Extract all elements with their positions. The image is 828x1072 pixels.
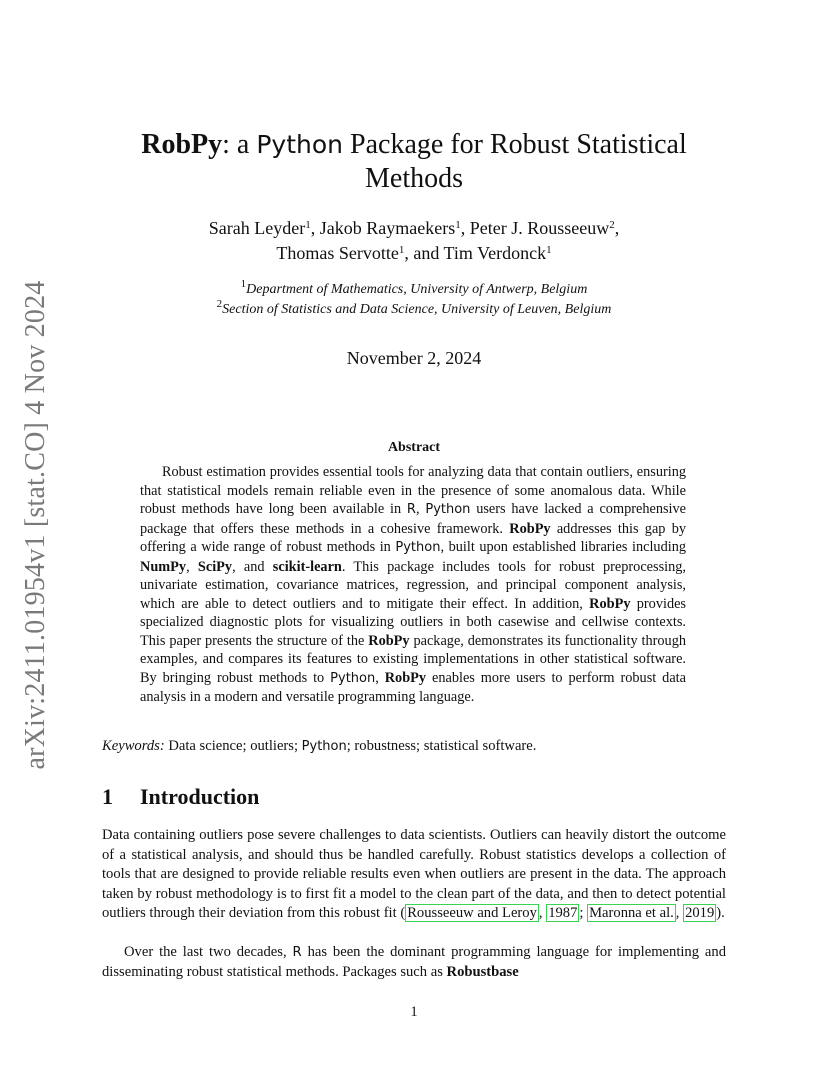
author: , Jakob Raymaekers <box>310 218 456 238</box>
author: Sarah Leyder <box>208 218 306 238</box>
section-title: Introduction <box>140 784 260 809</box>
section-number: 1 <box>102 784 113 809</box>
intro-paragraph: Data containing outliers pose severe challenges to data scientists. Outliers can heavily distort the outcome of a statistical analysis, and should thus be handled carefully. Robust statistics develops a collection of tools that are designed to provide reliable results even when outliers are present in the data. The approach taken by robust methodology is to first fit a model to the clean part of the data, and then to detect potential outliers through their deviation from this robust fit ( Rousseeuw and Leroy , 1987 ; Maronna et al. , 2019 ). <box>102 827 726 921</box>
keywords-label: Keywords: <box>102 738 165 754</box>
affiliation: $^1$Department of Mathematics, University of Antwerp, Belgium <box>240 278 588 297</box>
affiliation: $^2$Section of Statistics and Data Science, University of Leuven, Belgium <box>216 298 612 317</box>
section-heading <box>102 784 259 810</box>
citation-link[interactable]: 2019 <box>685 905 715 921</box>
intro-paragraph: Over the last two decades, R has been the dominant programming language for implementing and disseminating robust statistical methods. Packages such as Robustbase <box>102 944 726 980</box>
citation-link[interactable]: Rousseeuw and Leroy <box>407 905 537 921</box>
citation-link[interactable]: Maronna et al. <box>589 905 674 921</box>
author: Thomas Servotte <box>276 243 399 263</box>
author: , and Tim Verdonck <box>404 243 547 263</box>
abstract-body: Robust estimation provides essential tools for analyzing data that contain outliers, ensuring that statistical models remain reliable even in the presence of some anomalous data. While robust methods have long been available in R, Python users have lacked a comprehensive package that offers these methods in a cohesive framework. RobPy addresses this gap by offering a wide range of robust methods in Python, built upon established libraries including NumPy, SciPy, and scikit-learn. This package includes tools for robust preprocessing, univariate estimation, covariance matrices, regression, and principal component analysis, which are able to detect outliers and to mitigate their effect. In addition, RobPy provides specialized diagnostic plots for visualizing outliers in both casewise and cellwise contexts. This paper presents the structure of the RobPy package, demonstrates its functionality through examples, and compares its features to existing implementations in other statistical software. By bringing robust methods to Python, RobPy enables more users to perform robust data analysis in a modern and versatile programming language. <box>140 464 686 705</box>
title-language: Python <box>256 130 344 159</box>
affiliations <box>102 280 726 320</box>
citation-link[interactable]: 1987 <box>548 905 578 921</box>
paper-title: RobPy: a Python Package for Robust Statistical Methods <box>141 129 687 194</box>
arxiv-stamp-text: arXiv:2411.01954v1 [stat.CO] 4 Nov 2024 <box>20 280 51 770</box>
keywords: Keywords: Data science; outliers; Python; robustness; statistical software. <box>102 738 537 754</box>
page-number: 1 <box>410 1004 418 1020</box>
arxiv-stamp <box>14 280 58 770</box>
title-package-name: RobPy <box>141 129 223 160</box>
author-list: Sarah Leyder$^1$, Jakob Raymaekers$^1$, Peter J. Rousseeuw$^2$, Thomas Servotte$^1$, and Tim Verdonck$^1$ <box>208 218 620 263</box>
paper-date: November 2, 2024 <box>346 348 482 368</box>
abstract-heading: Abstract <box>387 440 441 455</box>
author: , Peter J. Rousseeuw <box>460 218 610 238</box>
